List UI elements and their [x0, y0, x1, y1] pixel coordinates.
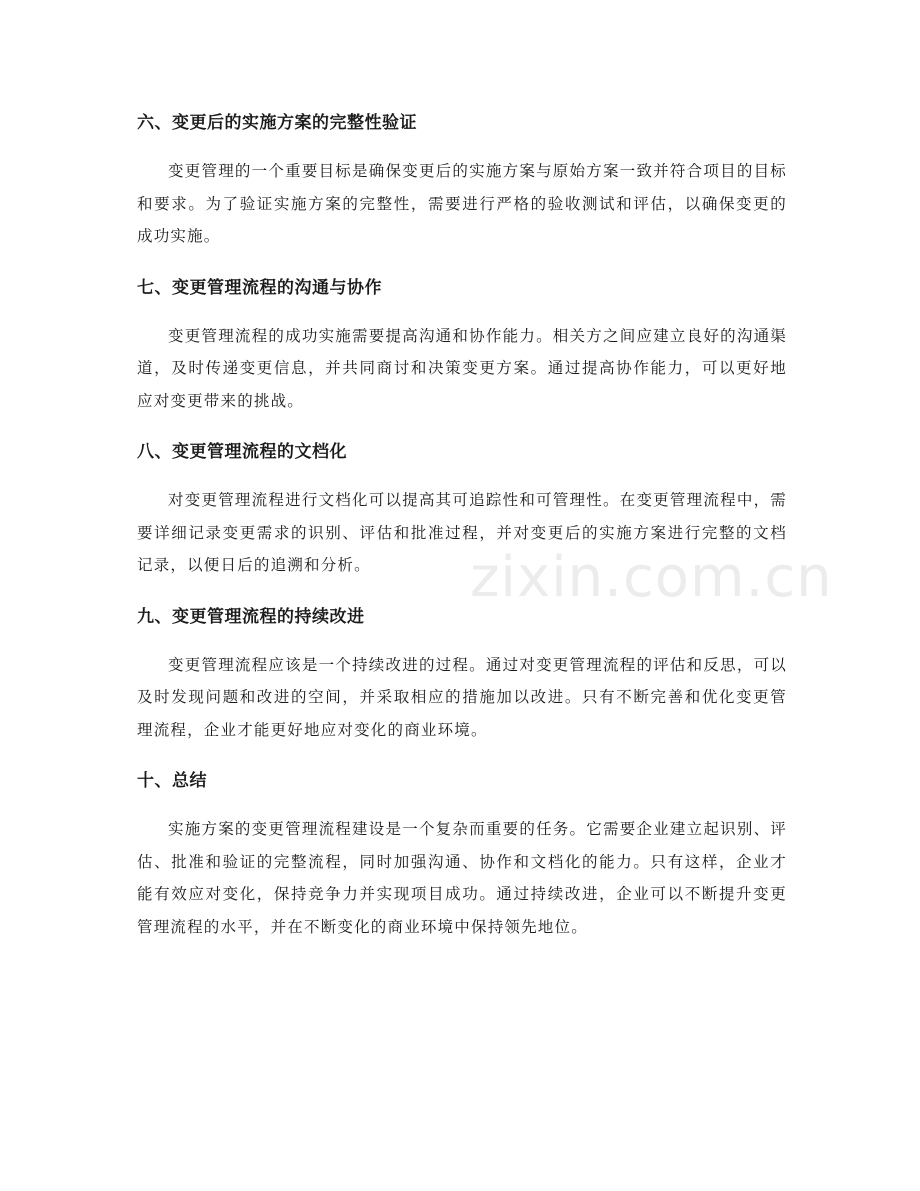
- section-heading: 九、变更管理流程的持续改进: [137, 606, 365, 627]
- section-heading: 十、总结: [137, 771, 207, 791]
- section-8: [137, 435, 787, 582]
- section-heading: 六、变更后的实施方案的完整性验证: [137, 113, 417, 133]
- section-paragraph: 对变更管理流程进行文档化可以提高其可追踪性和可管理性。在变更管理流程中，需要详细记录变更需求的识别、评估和批准过程，并对变更后的实施方案进行完整的文档记录，以便日后的追溯和分析。: [137, 491, 787, 574]
- section-heading: 七、变更管理流程的沟通与协作: [137, 277, 382, 298]
- section-9: [137, 600, 787, 747]
- section-7: [137, 271, 787, 418]
- section-10: [137, 764, 787, 943]
- watermark: zixin.com.cn: [470, 545, 833, 610]
- section-heading: 八、变更管理流程的文档化: [137, 442, 347, 462]
- section-paragraph: 变更管理流程的成功实施需要提高沟通和协作能力。相关方之间应建立良好的沟通渠道，及时传递变更信息，并共同商讨和决策变更方案。通过提高协作能力，可以更好地应对变更带来的挑战。: [137, 326, 787, 410]
- section-paragraph: 实施方案的变更管理流程建设是一个复杂而重要的任务。它需要企业建立起识别、评估、批准和验证的完整流程，同时加强沟通、协作和文档化的能力。只有这样，企业才能有效应对变化，保持竞争力并实现项目成功。通过持续改进，企业可以不断提升变更管理流程的水平，并在不断变化的商业环境中保持领先地位。: [137, 820, 787, 936]
- document-content: [137, 106, 787, 961]
- section-paragraph: 变更管理的一个重要目标是确保变更后的实施方案与原始方案一致并符合项目的目标和要求。为了验证实施方案的完整性，需要进行严格的验收测试和评估，以确保变更的成功实施。: [137, 162, 787, 245]
- section-6: [137, 106, 787, 253]
- section-paragraph: 变更管理流程应该是一个持续改进的过程。通过对变更管理流程的评估和反思，可以及时发现问题和改进的空间，并采取相应的措施加以改进。只有不断完善和优化变更管理流程，企业才能更好地应对变化的商业环境。: [137, 655, 787, 739]
